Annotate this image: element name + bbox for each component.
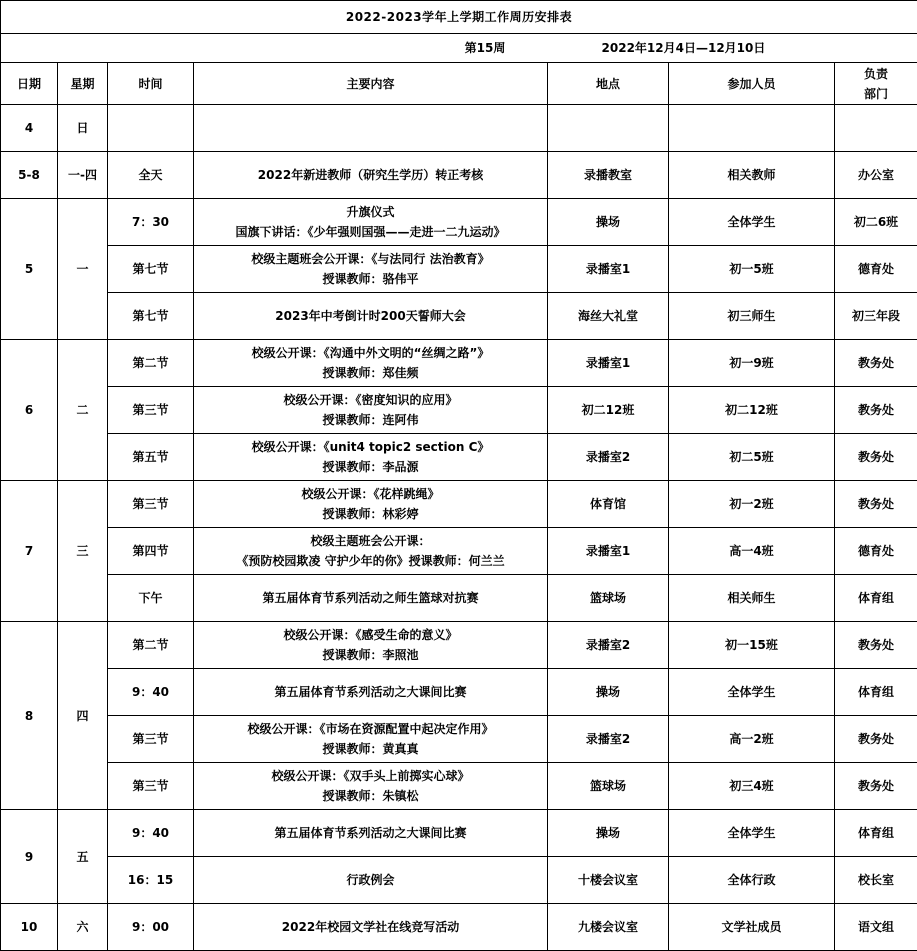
content-line: 校级公开课：《unit4 topic2 section C》 — [194, 437, 547, 457]
location-cell: 操场 — [548, 199, 669, 246]
table-row — [1, 622, 917, 669]
date-cell: 5-8 — [1, 152, 58, 199]
content-cell — [194, 152, 548, 199]
content-line: 行政例会 — [194, 870, 547, 890]
date-cell: 7 — [1, 481, 58, 622]
content-line: 第五届体育节系列活动之师生篮球对抗赛 — [194, 588, 547, 608]
location-cell: 录播室1 — [548, 528, 669, 575]
weekday-cell: 六 — [58, 904, 108, 951]
content-line: 授课教师：郑佳频 — [194, 363, 547, 383]
dept-cell: 教务处 — [835, 434, 917, 481]
weekday-cell: 四 — [58, 622, 108, 810]
table-row — [1, 528, 917, 575]
header-location: 地点 — [548, 63, 669, 105]
content-line: 校级公开课：《花样跳绳》 — [194, 484, 547, 504]
participants-cell: 相关教师 — [669, 152, 835, 199]
week-info — [1, 34, 917, 63]
time-cell: 第三节 — [108, 387, 194, 434]
participants-cell: 初一2班 — [669, 481, 835, 528]
content-line: 升旗仪式 — [194, 202, 547, 222]
participants-cell: 相关师生 — [669, 575, 835, 622]
dept-cell: 初三年段 — [835, 293, 917, 340]
header-time: 时间 — [108, 63, 194, 105]
date-cell: 4 — [1, 105, 58, 152]
dept-cell: 教务处 — [835, 340, 917, 387]
location-cell: 初二12班 — [548, 387, 669, 434]
date-cell: 9 — [1, 810, 58, 904]
table-row — [1, 340, 917, 387]
content-line: 校级公开课：《感受生命的意义》 — [194, 625, 547, 645]
participants-cell: 初二12班 — [669, 387, 835, 434]
dept-cell: 德育处 — [835, 528, 917, 575]
date-cell: 8 — [1, 622, 58, 810]
table-row — [1, 199, 917, 246]
content-cell — [194, 481, 548, 528]
content-line: 授课教师：李照池 — [194, 645, 547, 665]
location-cell: 体育馆 — [548, 481, 669, 528]
content-line: 校级公开课：《密度知识的应用》 — [194, 390, 547, 410]
dept-cell: 初二6班 — [835, 199, 917, 246]
content-line: 2022年校园文学社在线竞写活动 — [194, 917, 547, 937]
participants-cell: 初一5班 — [669, 246, 835, 293]
time-cell: 第三节 — [108, 763, 194, 810]
content-cell — [194, 387, 548, 434]
location-cell: 操场 — [548, 810, 669, 857]
location-cell: 录播室2 — [548, 434, 669, 481]
content-cell — [194, 293, 548, 340]
time-cell: 第七节 — [108, 293, 194, 340]
content-line: 校级公开课：《沟通中外文明的“丝绸之路”》 — [194, 343, 547, 363]
header-content: 主要内容 — [194, 63, 548, 105]
location-cell: 篮球场 — [548, 575, 669, 622]
participants-cell: 初二5班 — [669, 434, 835, 481]
time-cell: 第三节 — [108, 716, 194, 763]
participants-cell: 高一2班 — [669, 716, 835, 763]
content-cell — [194, 246, 548, 293]
time-cell — [108, 105, 194, 152]
table-row — [1, 481, 917, 528]
header-weekday: 星期 — [58, 63, 108, 105]
participants-cell: 初一15班 — [669, 622, 835, 669]
time-cell: 第四节 — [108, 528, 194, 575]
header-dept-line1: 负责 — [835, 64, 917, 84]
participants-cell: 全体学生 — [669, 810, 835, 857]
dept-cell: 教务处 — [835, 716, 917, 763]
weekday-cell: 一-四 — [58, 152, 108, 199]
table-row — [1, 293, 917, 340]
content-line: 授课教师：林彩婷 — [194, 504, 547, 524]
content-line: 校级公开课：《市场在资源配置中起决定作用》 — [194, 719, 547, 739]
time-cell: 第七节 — [108, 246, 194, 293]
content-line: 授课教师：黄真真 — [194, 739, 547, 759]
dept-cell: 体育组 — [835, 575, 917, 622]
location-cell: 十楼会议室 — [548, 857, 669, 904]
time-cell: 9：40 — [108, 810, 194, 857]
location-cell: 录播教室 — [548, 152, 669, 199]
week-number: 第15周 — [465, 38, 506, 58]
location-cell: 海丝大礼堂 — [548, 293, 669, 340]
content-cell — [194, 716, 548, 763]
content-line: 国旗下讲话：《少年强则国强——走进一二九运动》 — [194, 222, 547, 242]
weekday-cell: 三 — [58, 481, 108, 622]
participants-cell: 初三师生 — [669, 293, 835, 340]
dept-cell: 办公室 — [835, 152, 917, 199]
content-cell — [194, 340, 548, 387]
content-line: 授课教师：朱镇松 — [194, 786, 547, 806]
content-line: 校级主题班会公开课： — [194, 531, 547, 551]
location-cell: 录播室1 — [548, 340, 669, 387]
participants-cell: 文学社成员 — [669, 904, 835, 951]
dept-cell: 体育组 — [835, 669, 917, 716]
dept-cell: 体育组 — [835, 810, 917, 857]
content-line: 2022年新进教师（研究生学历）转正考核 — [194, 165, 547, 185]
header-dept-line2: 部门 — [835, 84, 917, 104]
table-row — [1, 857, 917, 904]
time-cell: 9：00 — [108, 904, 194, 951]
location-cell: 录播室1 — [548, 246, 669, 293]
table-row — [1, 575, 917, 622]
content-cell — [194, 199, 548, 246]
content-cell — [194, 763, 548, 810]
table-row — [1, 763, 917, 810]
time-cell: 9：40 — [108, 669, 194, 716]
content-line: 校级主题班会公开课：《与法同行 法治教育》 — [194, 249, 547, 269]
dept-cell: 教务处 — [835, 481, 917, 528]
header-row — [1, 63, 917, 105]
content-cell — [194, 575, 548, 622]
content-cell — [194, 434, 548, 481]
header-date: 日期 — [1, 63, 58, 105]
table-row — [1, 105, 917, 152]
table-row — [1, 669, 917, 716]
participants-cell: 初三4班 — [669, 763, 835, 810]
time-cell: 第五节 — [108, 434, 194, 481]
time-cell: 7：30 — [108, 199, 194, 246]
content-cell — [194, 528, 548, 575]
participants-cell: 初一9班 — [669, 340, 835, 387]
content-line: 授课教师：骆伟平 — [194, 269, 547, 289]
weekday-cell: 二 — [58, 340, 108, 481]
participants-cell — [669, 105, 835, 152]
time-cell: 全天 — [108, 152, 194, 199]
date-range: 2022年12月4日—12月10日 — [602, 38, 766, 58]
page-title: 2022-2023学年上学期工作周历安排表 — [1, 1, 917, 34]
content-line: 第五届体育节系列活动之大课间比赛 — [194, 823, 547, 843]
dept-cell: 语文组 — [835, 904, 917, 951]
location-cell: 录播室2 — [548, 716, 669, 763]
time-cell: 第二节 — [108, 340, 194, 387]
dept-cell — [835, 105, 917, 152]
weekday-cell: 一 — [58, 199, 108, 340]
content-cell — [194, 857, 548, 904]
table-row — [1, 434, 917, 481]
time-cell: 第三节 — [108, 481, 194, 528]
participants-cell: 全体学生 — [669, 199, 835, 246]
content-cell — [194, 622, 548, 669]
location-cell: 录播室2 — [548, 622, 669, 669]
table-row — [1, 387, 917, 434]
dept-cell: 校长室 — [835, 857, 917, 904]
dept-cell: 教务处 — [835, 622, 917, 669]
dept-cell: 德育处 — [835, 246, 917, 293]
content-line: 授课教师：李品源 — [194, 457, 547, 477]
content-cell — [194, 669, 548, 716]
content-cell — [194, 105, 548, 152]
content-line: 校级公开课：《双手头上前掷实心球》 — [194, 766, 547, 786]
date-cell: 6 — [1, 340, 58, 481]
participants-cell: 全体行政 — [669, 857, 835, 904]
location-cell: 操场 — [548, 669, 669, 716]
content-line: 2023年中考倒计时200天誓师大会 — [194, 306, 547, 326]
content-cell — [194, 904, 548, 951]
time-cell: 下午 — [108, 575, 194, 622]
header-dept — [835, 63, 917, 105]
table-row — [1, 904, 917, 951]
date-cell: 10 — [1, 904, 58, 951]
participants-cell: 高一4班 — [669, 528, 835, 575]
content-line: 授课教师：连阿伟 — [194, 410, 547, 430]
dept-cell: 教务处 — [835, 763, 917, 810]
location-cell: 九楼会议室 — [548, 904, 669, 951]
time-cell: 16：15 — [108, 857, 194, 904]
participants-cell: 全体学生 — [669, 669, 835, 716]
content-line: 第五届体育节系列活动之大课间比赛 — [194, 682, 547, 702]
table-row — [1, 246, 917, 293]
header-participants: 参加人员 — [669, 63, 835, 105]
date-cell: 5 — [1, 199, 58, 340]
time-cell: 第二节 — [108, 622, 194, 669]
table-row — [1, 152, 917, 199]
content-cell — [194, 810, 548, 857]
weekday-cell: 日 — [58, 105, 108, 152]
location-cell — [548, 105, 669, 152]
table-row — [1, 716, 917, 763]
weekday-cell: 五 — [58, 810, 108, 904]
content-line: 《预防校园欺凌 守护少年的你》授课教师：何兰兰 — [194, 551, 547, 571]
location-cell: 篮球场 — [548, 763, 669, 810]
table-row — [1, 810, 917, 857]
dept-cell: 教务处 — [835, 387, 917, 434]
